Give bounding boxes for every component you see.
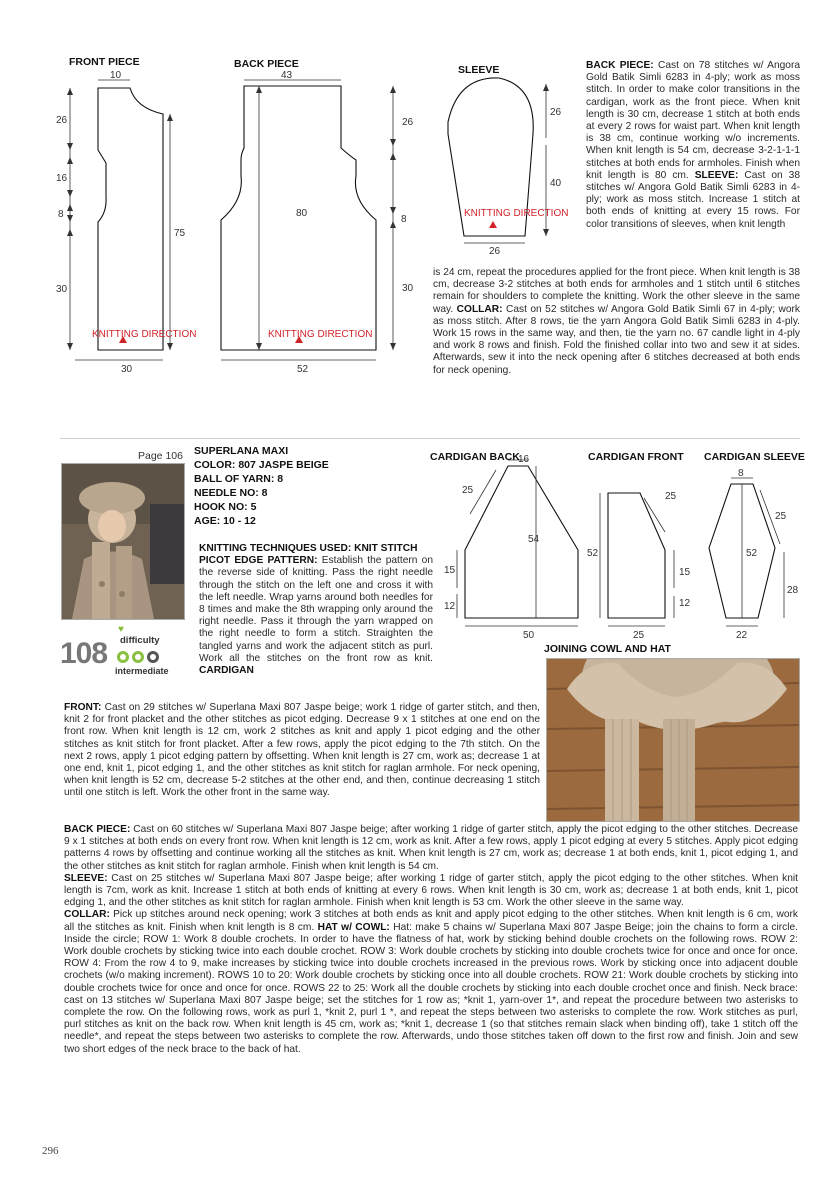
sleeve-body-rest: is 24 cm, repeat the procedures applied for the front piece. When knit length is 38 cm, decrease 3-2 stitches at both ends for armholes and 1 stitch until 6 stitches remain for shoulders to complete the knitting. Work the other sleeve in the same way. — [433, 267, 800, 315]
back-knitting-direction: KNITTING DIRECTION — [268, 329, 373, 340]
front-bottom-dim: 30 — [121, 364, 133, 375]
spec-needle: NEEDLE NO: 8 — [194, 487, 268, 499]
cardigan-sleeve-slope-dim: 25 — [775, 511, 787, 522]
collar-heading: COLLAR: — [456, 303, 503, 315]
cardigan-sleeve-heading: SLEEVE: — [64, 872, 108, 884]
front-total-dim: 75 — [174, 228, 186, 239]
front-heading: FRONT: — [64, 702, 102, 713]
cardigan-front-bottom-dim: 25 — [633, 630, 645, 641]
cardigan-sleeve-title: CARDIGAN SLEEVE — [704, 451, 805, 463]
cardigan-front-height-dim: 52 — [587, 548, 599, 559]
front-knitting-direction: KNITTING DIRECTION — [92, 329, 197, 340]
cardigan-back-title: CARDIGAN BACK — [430, 451, 520, 463]
cardigan-heading: CARDIGAN — [199, 665, 254, 677]
cardigan-back-height-dim: 54 — [528, 534, 540, 545]
back-bottom-dim: 52 — [297, 364, 309, 375]
difficulty-label: difficulty — [120, 635, 160, 646]
back-h1-dim: 26 — [402, 117, 414, 128]
yarn-specs — [194, 444, 329, 528]
cardigan-front-slope-dim: 25 — [665, 491, 677, 502]
bottom-text — [64, 824, 798, 1056]
cardigan-back-outline — [465, 466, 578, 618]
cardigan-collar-heading: COLLAR: — [64, 909, 110, 921]
spec-color: COLOR: 807 JASPE BEIGE — [194, 459, 329, 471]
front-h4-dim: 30 — [56, 284, 68, 295]
back-text-block-a — [586, 60, 800, 231]
back-piece-heading: BACK PIECE: — [586, 60, 654, 71]
back-h4-dim: 30 — [402, 283, 414, 294]
picot-heading: PICOT EDGE PATTERN: — [199, 555, 318, 567]
spec-yarn: SUPERLANA MAXI — [194, 445, 289, 457]
cardigan-diagrams — [430, 440, 810, 650]
project-number: 108 — [60, 637, 108, 670]
cowl-hat-photo — [546, 658, 800, 822]
sleeve-bottom-dim: 26 — [489, 246, 501, 257]
collar-body: Cast on 52 stitches w/ Angora Gold Batik Simli 67 in 4-ply; work as moss stitch. After 8 rows, tie the yarn Angora Gold Batik Simli 6283 in 4-ply. Work 15 rows in the same way, and then, tie the yarn no. 67 candle light in 4-ply and work 8 rows and finish. Fold the finished collar into two and sew it at sides. Afterwards, sew it into the neck opening after 6 stitches decreased at both ends for neck opening. — [433, 303, 800, 376]
cardigan-back-heading: BACK PIECE: — [64, 824, 131, 835]
cardigan-back-top-dim: 16 — [518, 454, 530, 465]
hat-cowl-heading: HAT w/ COWL: — [317, 921, 390, 933]
page-ref: Page 106 — [138, 450, 183, 462]
spec-hook: HOOK NO: 5 — [194, 501, 257, 513]
cardigan-front-outline — [608, 493, 665, 618]
cardigan-sleeve-bottom-dim: 22 — [736, 630, 748, 641]
front-body: Cast on 29 stitches w/ Superlana Maxi 807 Jaspe beige; work 1 ridge of garter stitch, and then, knit 2 for front placket and the other stitches as picot edging. Decrease 9 x 1 stitches at one end on the front row. When knit length is 12 cm, work 2 stitches as knit and apply 1 picot edging and the other stitches as knit stitch for front placket. After a few rows, apply the picot edging to the 7th stitch. On the next 2 rows, apply 1 picot edging pattern by offsetting. When knit length is 27 cm, work as; decrease 1 at one end, knit 1, picot edging 1, and the other stitches as knit stitch for raglan armhole. For neck opening, when knit length is 52 cm, decrease 5-2 stitches at the other end, and then, continue decreasing 1 stitch until one stitch is left. Work the other front in the same way. — [64, 702, 540, 799]
sleeve-heading: SLEEVE: — [694, 169, 739, 181]
front-h3-dim: 8 — [58, 209, 64, 220]
cardigan-sleeve-body: Cast on 25 stitches w/ Superlana Maxi 807 Jaspe beige; after working 1 ridge of garter stitch, apply the picot edging to the other stitches. When knit length is 7cm, work as knit. Increase 1 stitch at both ends of knitting at every 6 rows. When knit length is 30 cm, work as; decrease 1 at both ends, knit 1, picot edging 1, and the other stitches as knit stitch for raglan armhole. Finish when knit length is 53 cm. Work the other sleeve in the same way. — [64, 872, 798, 909]
hat-cowl-body: Hat: make 5 chains w/ Superlana Maxi 807 Jaspe Beige; join the chains to form a circle. Inside the circle; ROW 1: Work 8 double crochets. In order to have the flatness of hat, work by sticking behind double crochets on the following rows. ROW 2: Work double crochets by sticking twice into each double crochet. ROW 3: Work double crochets by sticking into double crochets twice for once and once for once. ROW 4: From the row 4 to 9, make increases by sticking twice into double crochets increased in the previous rows. Work by sticking once into adjacent double crochets (w/o making increment). ROWS 10 to 20: Work double crochets by sticking once into all double crochets. ROW 21: Work double crochets by sticking into double crochets twice for once and once for once. ROWS 22 to 25: Work all the double crochets by sticking into each double crochet once and finish. Neck brace: cast on 13 stitches w/ Superlana Maxi 807 Jaspe beige; set the stitches for 1 row as; *knit 1, yarn-over 1*, and repeat the procedure between two asterisks to complete the row. On the following rows, work as purl 1, *knit 2, purl 1 *, and repeat the steps between two asterisks to complete the row. Work stitches as purl, purl stitches as knit on the back row. When knit length is 45 cm, work as; *knit 1, decrease 1 (so that stitches remain slack when binding off), take 1 stitch off the needle*, and repeat the steps between two asterisks to complete the row. Afterwards, undo those stitches taken off down to the first row and finish. Join and sew two short edges of the neck brace to the back of hat. — [64, 921, 798, 1055]
sleeve-title: SLEEVE — [458, 64, 500, 76]
sleeve-h2-dim: 40 — [550, 178, 562, 189]
cardigan-front-h15-dim: 15 — [679, 567, 691, 578]
child-photo — [61, 463, 185, 620]
cardigan-front-title: CARDIGAN FRONT — [588, 451, 684, 463]
front-piece-title: FRONT PIECE — [69, 56, 140, 68]
back-h3-dim: 8 — [401, 214, 407, 225]
spec-balls: BALL OF YARN: 8 — [194, 473, 284, 485]
front-text — [64, 702, 540, 800]
front-h1-dim: 26 — [56, 115, 68, 126]
cardigan-back-h15-dim: 15 — [444, 565, 456, 576]
techniques-text — [199, 543, 433, 677]
cardigan-sleeve-h28-dim: 28 — [787, 585, 799, 596]
picot-body: Establish the pattern on the reverse side of knitting. Pass the right needle through the stitch on the left one and cross it with the left needle. Wrap yarns around both needles for 8 times and make the 8th wrapping only around the right needle. Pass it through the yarn wrapped on the right needle to form a stitch. Straighten the tangled yarns and work the adjacent stitch as purl. Work all the stitches on the front row as knit. — [199, 555, 433, 664]
cardigan-back-slope-dim: 25 — [462, 485, 474, 496]
cowl-hat-title: JOINING COWL AND HAT — [544, 643, 671, 655]
back-text-block-b — [433, 267, 800, 377]
sleeve-body-part: Cast on 38 stitches w/ Angora Gold Batik Simli 6283 in 4-ply; work as moss stitch. Increase 1 stitch at both ends of knitting at every 15 rows. For color transitions of sleeves, when knit length — [586, 169, 800, 230]
back-piece-title: BACK PIECE — [234, 58, 299, 70]
front-top-dim: 10 — [110, 70, 122, 81]
cardigan-back-bottom-dim: 50 — [523, 630, 535, 641]
cardigan-collar-body: Pick up stitches around neck opening; work 3 stitches at both ends as knit and apply picot edging to the other stitches. When knit length is 6 cm, work all the stitches as knit. Finish when knit length is 8 cm. — [64, 909, 798, 933]
difficulty-level: intermediate — [115, 666, 169, 676]
back-total-dim: 80 — [296, 208, 308, 219]
front-piece-outline — [98, 88, 163, 350]
sleeve-h1-dim: 26 — [550, 107, 562, 118]
front-h2-dim: 16 — [56, 173, 68, 184]
spec-age: AGE: 10 - 12 — [194, 515, 256, 527]
cardigan-back-h12-dim: 12 — [444, 601, 456, 612]
techniques-heading: KNITTING TECHNIQUES USED: KNIT STITCH — [199, 543, 418, 554]
cardigan-front-h12-dim: 12 — [679, 598, 691, 609]
cardigan-back-body: Cast on 60 stitches w/ Superlana Maxi 807 Jaspe beige; after working 1 ridge of garter stitch, apply the picot edging to the other stitches. Decrease 9 x 1 stitches at both ends on every front row. When knit length is 12 cm, work as knit. After a few rows, apply 1 picot edging at every 5 stitches. Apply picot edging patterns 4 rows by offsetting and continue working all the stitches as knit. When knit length is 27 cm, work as; decrease 1 at both ends, knit 1, picot edging 1, and the other stitches as knit stitch for raglan armhole. Finish when knit length is 54 cm. — [64, 824, 798, 872]
back-piece-body: Cast on 78 stitches w/ Angora Gold Batik Simli 6283 in 4-ply; work as moss stitch. In order to make color transitions in the cardigan, work as the front piece. When knit length is 30 cm, decrease 1 stitch at both ends at every 2 rows for waist part. When knit length is 38 cm, continue working w/o increments. When knit length is 54 cm, decrease 3-2-1-1-1 stitches at both ends for armholes. Finish when knit length is 80 cm. — [586, 60, 800, 181]
back-top-dim: 43 — [281, 70, 293, 81]
heart-icon: ♥ — [118, 624, 124, 635]
cardigan-sleeve-top-dim: 8 — [738, 468, 744, 479]
section-divider — [60, 438, 800, 439]
sleeve-knitting-direction: KNITTING DIRECTION — [464, 208, 569, 219]
page-number: 296 — [42, 1145, 59, 1157]
cardigan-sleeve-height-dim: 52 — [746, 548, 758, 559]
